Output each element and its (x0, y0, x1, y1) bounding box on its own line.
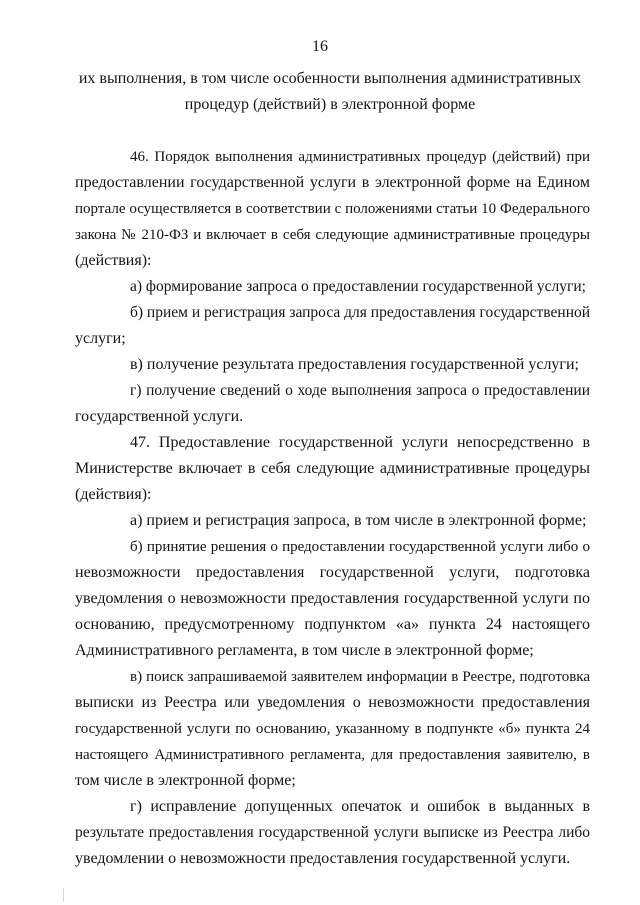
item-47g-line-3: уведомлении о невозможности предоставления государственной услуги. (75, 850, 571, 867)
item-46b-line-2: услуги; (75, 330, 126, 347)
item-47b-line-4: основанию, предусмотренному подпунктом «а» пункта 24 настоящего (75, 616, 590, 633)
item-46g-line-2: государственной услуги. (75, 408, 244, 425)
item-47v-line-3: государственной услуги по основанию, указанному в подпункте «б» пункта 24 (75, 721, 590, 737)
paragraph-46-line-2: предоставлении государственной услуги в электронной форме на Едином (75, 174, 590, 191)
scan-edge-mark (63, 888, 64, 902)
item-47b-line-3: уведомления о невозможности предоставления государственной услуги по (75, 590, 590, 607)
page-number: 16 (312, 38, 328, 55)
paragraph-47-line-1: 47. Предоставление государственной услуги непосредственно в (130, 434, 590, 451)
paragraph-47-line-3: (действия): (75, 486, 152, 503)
item-46g-line-1: г) получение сведений о ходе выполнения запроса о предоставлении (130, 382, 590, 399)
item-46v: в) получение результата предоставления государственной услуги; (130, 356, 579, 373)
item-47b-line-5: Административного регламента, в том числе в электронной форме; (75, 642, 534, 659)
item-47v-line-1: в) поиск запрашиваемой заявителем информации в Реестре, подготовка (130, 669, 590, 685)
paragraph-46-line-1: 46. Порядок выполнения административных процедур (действий) при (130, 149, 590, 165)
item-47v-line-4: настоящего Административного регламента, для предоставления заявителю, в (75, 747, 590, 763)
item-47b-line-2: невозможности предоставления государственной услуги, подготовка (75, 564, 590, 581)
section-heading-line-2: процедур (действий) в электронной форме (184, 96, 476, 113)
item-47a: а) прием и регистрация запроса, в том числе в электронной форме; (130, 512, 587, 529)
paragraph-46-line-3: портале осуществляется в соответствии с положениями статьи 10 Федерального (75, 201, 590, 217)
paragraph-46-line-5: (действия): (75, 252, 152, 269)
item-47b-line-1: б) принятие решения о предоставлении государственной услуги либо о (130, 539, 590, 555)
paragraph-47-line-2: Министерстве включает в себя следующие административные процедуры (75, 460, 590, 477)
item-47g-line-1: г) исправление допущенных опечаток и ошибок в выданных в (130, 798, 590, 815)
item-47g-line-2: результате предоставления государственной услуги выписке из Реестра либо (75, 824, 590, 841)
section-heading-line-1: их выполнения, в том числе особенности выполнения административных (78, 70, 582, 87)
paragraph-46-line-4: закона № 210-ФЗ и включает в себя следующие административные процедуры (75, 227, 590, 243)
item-46b-line-1: б) прием и регистрация запроса для предоставления государственной (130, 304, 591, 321)
item-47v-line-5: том числе в электронной форме; (75, 772, 296, 789)
item-46a: а) формирование запроса о предоставлении государственной услуги; (130, 278, 586, 295)
item-47v-line-2: выписки из Реестра или уведомления о невозможности предоставления (75, 694, 590, 711)
